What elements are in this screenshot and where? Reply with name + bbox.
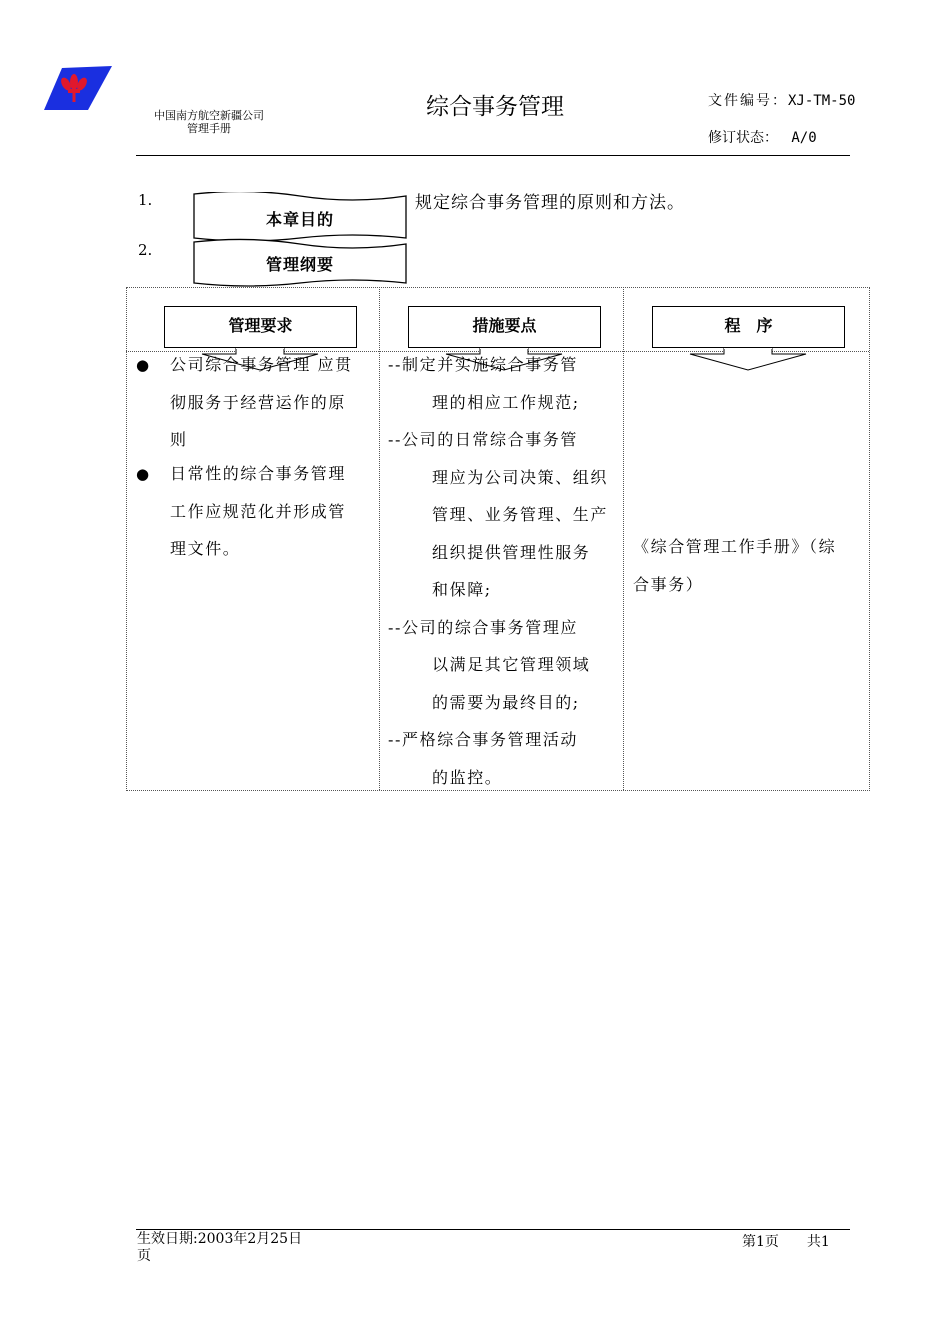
requirement-line: 则 [170, 430, 188, 449]
measure-line: --公司的日常综合事务管 [388, 430, 579, 449]
measure-line: 管理、业务管理、生产 [432, 505, 609, 524]
bullet-icon: ● [136, 465, 150, 483]
measures-list [388, 346, 620, 796]
airline-logo [40, 62, 112, 114]
effective-date-text: 生效日期:2003年2月25日 [137, 1231, 303, 1247]
header-divider [136, 155, 850, 156]
requirement-line: 公司综合事务管理 应贯 [170, 355, 353, 374]
effective-date [137, 1231, 337, 1265]
document-number-value: XJ-TM-50 [788, 93, 856, 109]
measure-line: 的需要为最终目的; [432, 692, 580, 712]
requirement-line: 彻服务于经营运作的原 [170, 392, 347, 412]
measure-line: 的监控。 [432, 767, 503, 787]
requirement-line: 工作应规范化并形成管 [170, 501, 347, 521]
measure-line: 组织提供管理性服务 [432, 542, 591, 562]
company-name [138, 109, 280, 135]
column-header-requirements: 管理要求 [164, 306, 357, 348]
document-number [708, 94, 868, 108]
company-name-line: 中国南方航空新疆公司 [154, 109, 264, 122]
column-header-measures: 措施要点 [408, 306, 601, 348]
requirement-item [170, 455, 375, 568]
measure-line: 理应为公司决策、组织 [432, 467, 609, 487]
measure-line: 理的相应工作规范; [432, 392, 580, 412]
revision-label: 修订状态： [708, 130, 778, 146]
measure-line: --严格综合事务管理活动 [388, 730, 579, 749]
page-number: 第1页 共1 [742, 1234, 830, 1250]
measure-line: --制定并实施综合事务管 [388, 355, 579, 374]
section-number: 1. [138, 191, 153, 209]
footer-divider [136, 1229, 850, 1230]
document-title: 综合事务管理 [426, 94, 564, 120]
table-column-divider [623, 287, 624, 790]
section-label-outline: 管理纲要 [265, 255, 334, 274]
document-number-label: 文件编号： [708, 93, 788, 109]
measure-line: --公司的综合事务管理应 [388, 617, 579, 637]
revision-status [708, 127, 868, 147]
table-column-divider [379, 287, 380, 790]
measure-item [388, 721, 620, 796]
measure-item [388, 609, 620, 722]
bullet-icon: ● [136, 356, 150, 374]
manual-name-line: 管理手册 [187, 122, 231, 135]
requirement-item [170, 346, 375, 459]
down-arrow-icon [688, 348, 808, 372]
procedure-line: 《综合管理工作手册》（综 [633, 537, 837, 556]
procedure-line: 合事务） [633, 574, 704, 594]
section-number: 2. [138, 241, 153, 259]
column-header-procedure: 程 序 [652, 306, 845, 348]
procedure-reference [633, 528, 865, 603]
effective-date-tail: 页 [137, 1248, 151, 1264]
measure-line: 和保障; [432, 580, 492, 599]
measure-item [388, 421, 620, 609]
requirement-line: 理文件。 [170, 539, 241, 558]
section-purpose-text: 规定综合事务管理的原则和方法。 [415, 193, 685, 213]
measure-item [388, 346, 620, 421]
revision-value: A/0 [791, 130, 817, 146]
section-label-purpose: 本章目的 [265, 210, 334, 229]
requirement-line: 日常性的综合事务管理 [170, 464, 347, 483]
measure-line: 以满足其它管理领域 [432, 655, 591, 674]
